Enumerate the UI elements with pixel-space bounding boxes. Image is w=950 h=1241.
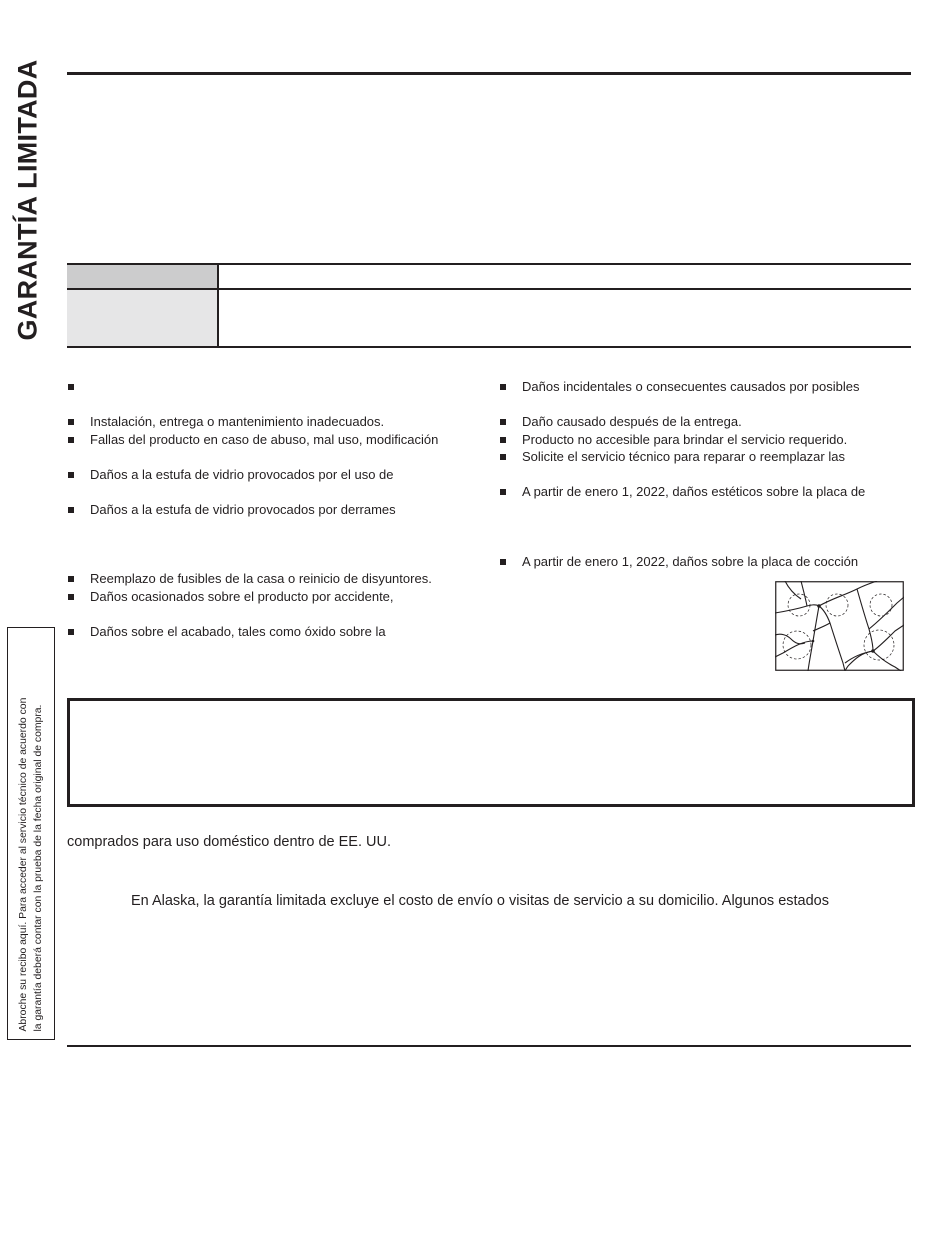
table-divider (217, 265, 219, 346)
bullet-square-icon (500, 489, 506, 495)
receipt-staple-box (7, 627, 55, 1040)
bullet-square-icon (500, 384, 506, 390)
bullet-square-icon (500, 454, 506, 460)
right-bullet-list: Daños incidentales o consecuentes causados por posibles Daño causado después de la entrega. Producto no accesible para brindar el servicio requerido. Solicite el servicio técnico para reparar o reemplazar las A partir de enero 1, 2022, daños estéticos sobre la placa de A partir de enero 1, 2022, daños sobre la placa de cocción (500, 378, 920, 578)
side-title (8, 30, 48, 370)
bullet-square-icon (68, 594, 74, 600)
bullet-square-icon (68, 437, 74, 443)
left-bullet-list: Instalación, entrega o mantenimiento inadecuados. Fallas del producto en caso de abuso, mal uso, modificación Daños a la estufa de vidrio provocados por el uso de Daños a la estufa de vidrio provocados por derrames Reemplazo de fusibles de la casa o reinicio de disyuntores. Daños ocasionados sobre el producto por accidente, Daños sobre el acabado, tales como óxido sobre la (68, 378, 488, 648)
receipt-note-line: Abroche su recibo aquí. Para acceder al servicio técnico de acuerdo con (18, 697, 29, 1031)
bullet-square-icon (500, 419, 506, 425)
alaska-paragraph-line: En Alaska, la garantía limitada excluye el costo de envío o visitas de servicio a su domicilio. Algunos estados (131, 893, 829, 909)
bullet-square-icon (500, 559, 506, 565)
notice-box (67, 698, 915, 807)
coverage-paragraph-line: comprados para uso doméstico dentro de EE. UU. (67, 834, 391, 850)
receipt-note-line: la garantía deberá contar con la prueba de la fecha original de compra. (33, 704, 44, 1031)
table-header-left-cell (67, 265, 217, 288)
table-header-row (67, 265, 911, 288)
bullet-square-icon (68, 384, 74, 390)
bullet-square-icon (68, 507, 74, 513)
table-body-row (67, 290, 911, 346)
bullet-square-icon (500, 437, 506, 443)
bullet-square-icon (68, 629, 74, 635)
table-body-left-cell (67, 290, 217, 346)
top-rule (67, 72, 911, 75)
receipt-note (16, 636, 46, 1031)
bullet-square-icon (68, 576, 74, 582)
cracked-glass-cooktop-icon (775, 581, 904, 671)
bottom-rule (67, 1045, 911, 1047)
bullet-square-icon (68, 419, 74, 425)
bullet-square-icon (68, 472, 74, 478)
side-title-text: GARANTÍA LIMITADA (12, 59, 43, 341)
table-bottom-rule (67, 346, 911, 348)
